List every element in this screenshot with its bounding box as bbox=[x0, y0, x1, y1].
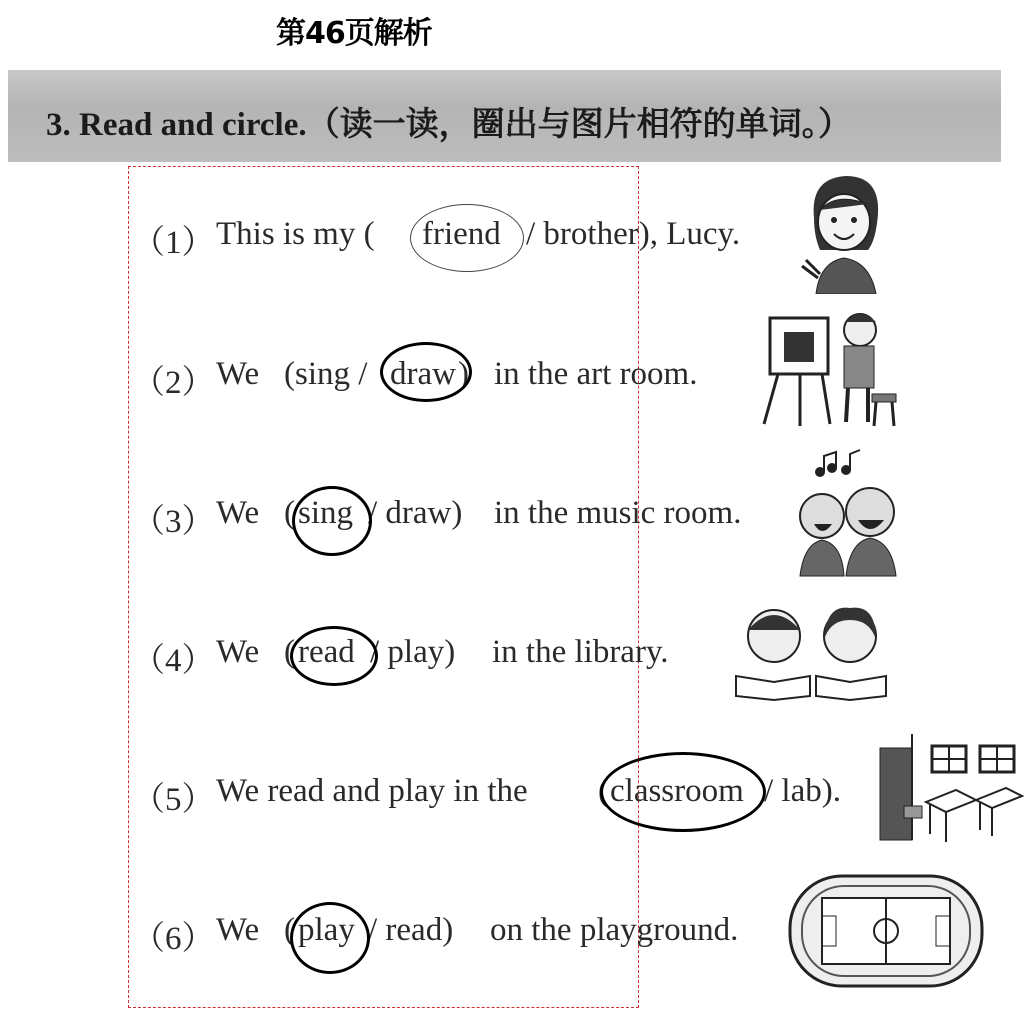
circled-word: sing bbox=[298, 495, 354, 531]
classroom-desks-icon bbox=[876, 730, 1026, 846]
girl-smiling-icon bbox=[796, 170, 888, 294]
exercise-paren: ) bbox=[458, 356, 469, 392]
exercise-4 bbox=[132, 634, 1032, 694]
answer-circle bbox=[600, 752, 766, 832]
exercise-lead: We read and play in the bbox=[216, 773, 528, 809]
answer-frame bbox=[128, 166, 639, 1008]
option-other: / lab). bbox=[764, 773, 841, 809]
exercise-paren: ( bbox=[284, 495, 295, 531]
answer-circle bbox=[290, 902, 370, 974]
answer-circle bbox=[292, 486, 372, 556]
playground-field-icon bbox=[786, 870, 986, 992]
exercise-paren: ( bbox=[284, 912, 295, 948]
exercise-tail: in the music room. bbox=[494, 495, 742, 531]
exercise-lead: We bbox=[216, 634, 260, 670]
option-other: / draw) bbox=[368, 495, 463, 531]
exercise-lead: We bbox=[216, 356, 260, 392]
painter-at-easel-icon bbox=[760, 306, 900, 430]
exercise-number: （4） bbox=[132, 643, 215, 679]
circled-word: friend bbox=[422, 216, 501, 252]
exercise-number: （3） bbox=[132, 504, 215, 540]
page-title: 第46页解析 bbox=[276, 16, 432, 51]
exercise-tail: on the playground. bbox=[490, 912, 739, 948]
option-other: / read) bbox=[368, 912, 454, 948]
option-other: (sing / bbox=[284, 356, 368, 392]
children-reading-icon bbox=[730, 600, 890, 704]
exercise-1 bbox=[132, 216, 1032, 276]
boys-singing-icon bbox=[790, 448, 920, 578]
exercise-lead: We bbox=[216, 495, 260, 531]
option-other: / play) bbox=[370, 634, 456, 670]
exercise-number: （1） bbox=[132, 225, 215, 261]
exercise-rest: / brother), Lucy. bbox=[526, 216, 741, 252]
exercise-paren: ( bbox=[284, 634, 295, 670]
exercise-number: （6） bbox=[132, 921, 215, 957]
circled-word: classroom bbox=[610, 773, 744, 809]
answer-circle bbox=[290, 626, 378, 686]
section-header-band bbox=[8, 70, 1001, 162]
exercise-lead: This is my ( bbox=[216, 216, 375, 252]
circled-word: draw bbox=[390, 356, 456, 392]
answer-circle bbox=[380, 342, 472, 402]
circled-word: play bbox=[298, 912, 355, 948]
exercise-number: （2） bbox=[132, 365, 215, 401]
exercise-tail: in the art room. bbox=[494, 356, 698, 392]
section-header: 3. Read and circle.（读一读，圈出与图片相符的单词。） bbox=[46, 107, 852, 143]
exercise-paren: ( bbox=[598, 773, 609, 809]
exercise-number: （5） bbox=[132, 782, 215, 818]
circled-word: read bbox=[298, 634, 355, 670]
exercise-tail: in the library. bbox=[492, 634, 669, 670]
exercise-lead: We bbox=[216, 912, 260, 948]
answer-circle bbox=[410, 204, 524, 272]
